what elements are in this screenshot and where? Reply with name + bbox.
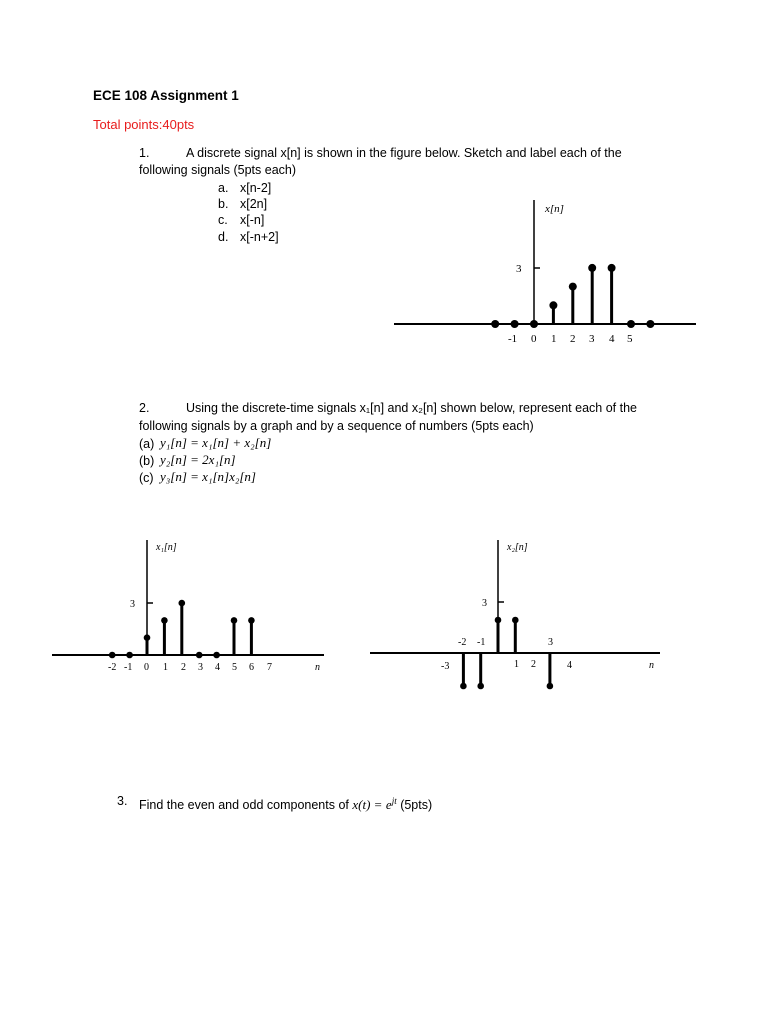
stem-point	[248, 617, 255, 624]
x-tick-label: -3	[441, 661, 450, 672]
q2-item-label: (b)	[139, 454, 155, 468]
q1-line1: A discrete signal x[n] is shown in the figure below. Sketch and label each of the	[186, 146, 622, 160]
x-tick-label: 3	[589, 333, 595, 345]
stem-point	[179, 600, 186, 607]
x-tick-label: 1	[163, 662, 168, 673]
stem-point	[161, 617, 168, 624]
y-tick-label: 3	[516, 263, 522, 275]
q1-item-label: d.	[218, 230, 229, 244]
total-points: Total points:40pts	[93, 117, 195, 132]
stem-point	[144, 634, 151, 641]
q1-item-label: c.	[218, 213, 228, 227]
q2-line2: following signals by a graph and by a sequence of numbers (5pts each)	[139, 419, 534, 433]
q1-number: 1.	[139, 146, 150, 160]
x-tick-label: 2	[531, 659, 536, 670]
q1-item-text: x[2n]	[240, 197, 268, 211]
q1-item-text: x[-n+2]	[240, 230, 279, 244]
stem-point	[477, 683, 484, 690]
x-tick-label: 3	[198, 662, 203, 673]
q1-item-text: x[n-2]	[240, 181, 272, 195]
y-axis-label: x₁[n]	[156, 542, 177, 553]
x-tick-label: -2	[108, 662, 117, 673]
stem-plot-x1	[52, 540, 324, 673]
stem-point	[213, 652, 220, 659]
y-tick-label: 3	[130, 599, 135, 610]
x-tick-label: 1	[514, 659, 519, 670]
stem-point	[512, 617, 519, 624]
x-tick-label: 4	[609, 333, 615, 345]
stem-point	[109, 652, 116, 659]
q3-number: 3.	[117, 794, 128, 808]
q3-prefix: Find the even and odd components of	[139, 798, 349, 813]
stem-point	[495, 617, 502, 624]
q3-suffix: (5pts)	[400, 798, 433, 813]
stem-point	[547, 683, 554, 690]
q2-line1: Using the discrete-time signals x₁[n] and x₂[n] shown below, represent each of the	[186, 401, 637, 415]
x-axis-label: n	[649, 660, 654, 671]
x-tick-label: 0	[531, 333, 537, 345]
q3-function: x(t) =	[352, 797, 383, 813]
page-title: ECE 108 Assignment 1	[93, 88, 239, 103]
x-tick-label: 7	[267, 662, 272, 673]
q3-exponent: jt	[391, 796, 397, 806]
x-tick-label: 1	[551, 333, 557, 345]
x-tick-label: 4	[215, 662, 220, 673]
x-tick-label: 5	[232, 662, 237, 673]
x-axis-label: n	[315, 662, 320, 673]
q2-item-equation: y₂[n] = 2x₁[n]	[160, 452, 236, 467]
y-axis-label: x[n]	[545, 203, 564, 215]
q2-item-label: (c)	[139, 471, 154, 485]
x-tick-label: 0	[144, 662, 149, 673]
x-tick-label: -1	[508, 333, 518, 345]
y-axis-label: x₂[n]	[507, 542, 528, 553]
q1-item-label: b.	[218, 197, 229, 211]
q2-item-label: (a)	[139, 437, 155, 451]
q2-item-equation: y₃[n] = x₁[n]x₂[n]	[160, 469, 256, 484]
stem-plot-x2	[370, 540, 660, 689]
q2-item-equation: y₁[n] = x₁[n] + x₂[n]	[160, 435, 272, 450]
q3-line	[139, 793, 432, 814]
y-tick-label: 3	[482, 598, 487, 609]
x-tick-label: 2	[181, 662, 186, 673]
stem-point	[231, 617, 238, 624]
x-tick-label: 6	[249, 662, 254, 673]
q1-item-label: a.	[218, 181, 229, 195]
stem-point	[196, 652, 203, 659]
q2-number: 2.	[139, 401, 150, 415]
x-tick-label: -1	[124, 662, 133, 673]
q3-base: e	[385, 797, 392, 813]
x-tick-label: 2	[570, 333, 576, 345]
q1-item-text: x[-n]	[240, 213, 265, 227]
x-tick-label: 3	[548, 637, 553, 648]
x-tick-label: 4	[567, 660, 572, 671]
stem-point	[460, 683, 467, 690]
x-tick-label: 5	[627, 333, 633, 345]
x-tick-label: -1	[477, 637, 486, 648]
x-tick-label: -2	[458, 637, 467, 648]
q1-line2: following signals (5pts each)	[139, 163, 297, 177]
stem-point	[126, 652, 133, 659]
